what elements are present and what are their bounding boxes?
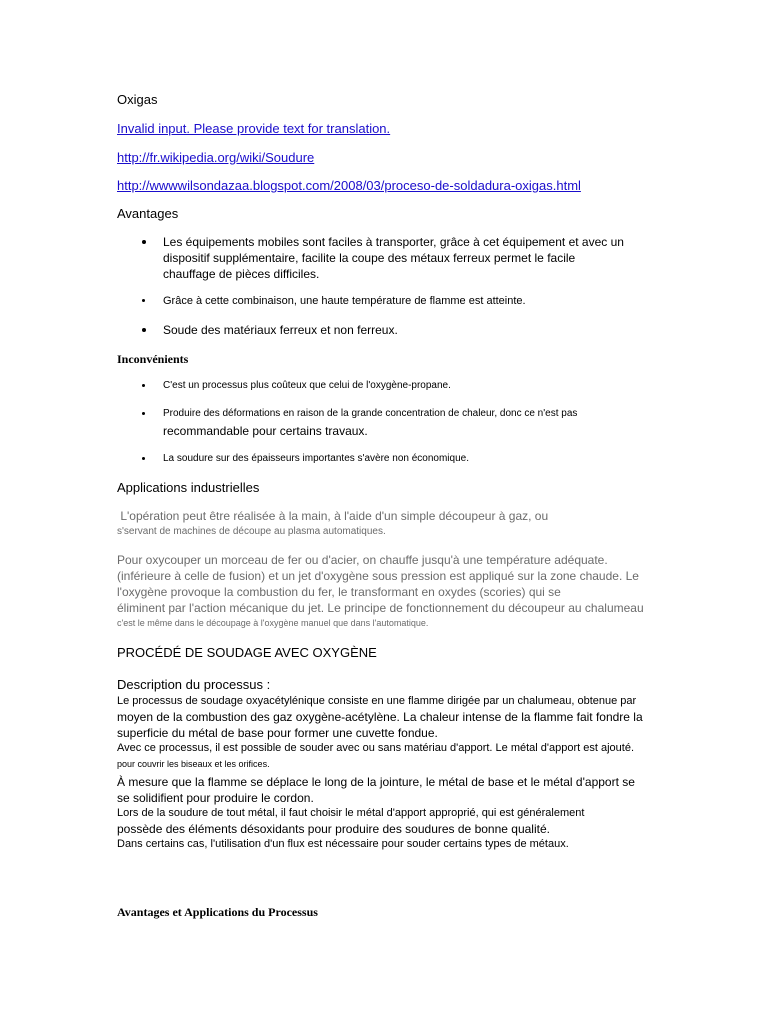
bullet-icon [142,457,145,460]
procede-line-9: possède des éléments désoxidants pour produire des soudures de bonne qualité. [117,822,550,836]
inconvenients-item-2-line-2: recommandable pour certains travaux. [163,424,368,438]
applications-para1-line-1: L'opération peut être réalisée à la main, à l'aide d'un simple découpeur à gaz, ou [117,509,549,523]
inconvenients-item-1: C'est un processus plus coûteux que celui de l'oxygène-propane. [163,380,451,391]
heading-oxigas: Oxigas [117,92,158,107]
description-title: Description du processus : [117,677,271,692]
procede-line-6: À mesure que la flamme se déplace le long de la jointure, le métal de base et le métal d'apport se [117,775,635,789]
bullet-icon [142,384,145,387]
inconvenients-item-2-line-1: Produire des déformations en raison de la grande concentration de chaleur, donc ce n'est pas [163,408,578,419]
inconvenients-item-3: La soudure sur des épaisseurs importantes s'avère non économique. [163,453,469,464]
bullet-icon [142,299,145,302]
applications-para2-line-5: c'est le même dans le découpage à l'oxygène manuel que dans l'automatique. [117,618,429,628]
avantages-item-2: Grâce à cette combinaison, une haute température de flamme est atteinte. [163,295,526,307]
section-title-applications: Applications industrielles [117,480,260,495]
applications-para2-line-1: Pour oxycouper un morceau de fer ou d'acier, on chauffe jusqu'à une température adéquate. [117,553,608,567]
procede-line-3: superficie du métal de base pour former une cuvette fondue. [117,726,438,740]
section-title-inconvenients: Inconvénients [117,352,189,366]
avantages-item-1-line-3: chauffage de pièces difficiles. [163,267,320,281]
section-title-avantages: Avantages [117,206,179,221]
procede-line-8: Lors de la soudure de tout métal, il faut choisir le métal d'apport approprié, qui est généralement [117,807,585,819]
final-heading: Avantages et Applications du Processus [117,905,318,919]
link-wikipedia-soudure[interactable]: http://fr.wikipedia.org/wiki/Soudure [117,150,315,165]
procede-line-1: Le processus de soudage oxyacétylénique consiste en une flamme dirigée par un chalumeau, obtenue par [117,695,637,707]
applications-para2-line-4: éliminent par l'action mécanique du jet. Le principe de fonctionnement du découpeur au chalumeau [117,601,644,615]
section-title-procede: PROCÉDÉ DE SOUDAGE AVEC OXYGÈNE [117,645,377,660]
procede-line-5: pour couvrir les biseaux et les orifices. [117,759,270,769]
avantages-item-3: Soude des matériaux ferreux et non ferreux. [163,323,398,337]
bullet-icon [142,412,145,415]
procede-line-2: moyen de la combustion des gaz oxygène-acétylène. La chaleur intense de la flamme fait fondre la [117,710,643,724]
procede-line-10: Dans certains cas, l'utilisation d'un flux est nécessaire pour souder certains types de métaux. [117,838,569,850]
avantages-item-1-line-1: Les équipements mobiles sont faciles à transporter, grâce à cet équipement et avec un [163,235,624,249]
applications-para2-line-3: l'oxygène provoque la combustion du fer, le transformant en oxydes (scories) qui se [117,585,561,599]
link-invalid-input[interactable]: Invalid input. Please provide text for translation. [117,121,391,136]
avantages-item-1-line-2: dispositif supplémentaire, facilite la coupe des métaux ferreux permet le facile [163,251,576,265]
procede-line-7: se solidifient pour produire le cordon. [117,791,314,805]
bullet-icon [142,328,146,332]
procede-line-4: Avec ce processus, il est possible de souder avec ou sans matériau d'apport. Le métal d'apport est ajouté. [117,742,635,754]
applications-para2-line-2: (inférieure à celle de fusion) et un jet d'oxygène sous pression est appliqué sur la zone chaude. Le [117,569,639,583]
bullet-icon [142,240,146,244]
link-blogspot-oxigas[interactable]: http://wwwwilsondazaa.blogspot.com/2008/03/proceso-de-soldadura-oxigas.html [117,178,581,193]
applications-para1-line-2: s'servant de machines de découpe au plasma automatiques. [117,526,386,537]
